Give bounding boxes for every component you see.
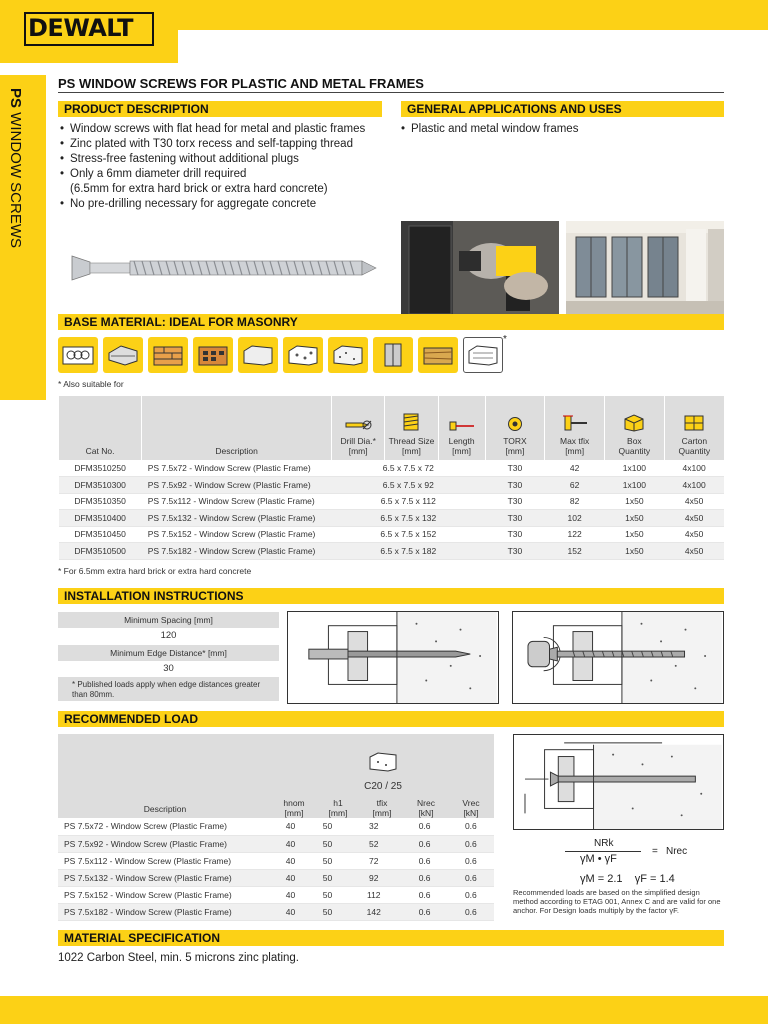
concrete-grade: C20 / 25 [364, 781, 402, 792]
drill-bit-icon [344, 418, 372, 432]
pd-bullet: • Only a 6mm diameter drill required (6.5mm for extra hard brick or extra hard concrete) [60, 167, 390, 197]
tfix-cell: 122 [545, 526, 605, 543]
h1-cell: 50 [309, 818, 346, 835]
cat-no-cell: DFM3510400 [59, 510, 142, 527]
vrec-cell: 0.6 [448, 835, 494, 852]
load-description-cell: PS 7.5x152 - Window Screw (Plastic Frame) [58, 886, 272, 903]
load-description-cell: PS 7.5x132 - Window Screw (Plastic Frame) [58, 869, 272, 886]
description-cell: PS 7.5x132 - Window Screw (Plastic Frame) [142, 510, 332, 527]
torx-cell: T30 [485, 493, 545, 510]
size-cell: 6.5 x 7.5 x 112 [332, 493, 486, 510]
box-qty-cell: 1x50 [605, 493, 665, 510]
min-spacing-value: 120 [160, 630, 177, 641]
table-row [59, 493, 725, 510]
col-torx: TORX [mm] [485, 396, 545, 460]
concrete-block-icon [368, 751, 398, 773]
carton-icon [683, 412, 705, 432]
tfix-cell: 142 [346, 903, 401, 920]
h1-cell: 50 [309, 886, 346, 903]
tfix-cell: 42 [545, 460, 605, 477]
formula-equals: = [652, 846, 658, 857]
col-load-description: Description [58, 734, 272, 818]
col-thread-size: Thread Size [mm] [385, 396, 438, 460]
formula-numerator: NRk [594, 838, 614, 849]
hnom-cell: 40 [272, 903, 309, 920]
torx-cell: T30 [485, 543, 545, 560]
natural-stone-icon [463, 337, 503, 373]
also-suitable-note: * Also suitable for [58, 379, 124, 389]
table-row [58, 886, 494, 903]
base-material-heading: BASE MATERIAL: IDEAL FOR MASONRY [58, 314, 724, 330]
h1-cell: 50 [309, 869, 346, 886]
tfix-cell: 112 [346, 886, 401, 903]
hollow-brick-icon [58, 337, 98, 373]
drilling-diagram [287, 611, 499, 704]
title-divider [58, 92, 724, 93]
load-description-cell: PS 7.5x182 - Window Screw (Plastic Frame) [58, 903, 272, 920]
h1-cell: 50 [309, 835, 346, 852]
description-cell: PS 7.5x92 - Window Screw (Plastic Frame) [142, 477, 332, 494]
col-nrec: Nrec [kN] [417, 798, 435, 818]
load-description-cell: PS 7.5x112 - Window Screw (Plastic Frame) [58, 852, 272, 869]
base-material-icons [58, 337, 503, 373]
general-applications-heading: GENERAL APPLICATIONS AND USES [401, 101, 724, 117]
timber-icon [418, 337, 458, 373]
min-edge-label: Minimum Edge Distance* [mm] [58, 645, 279, 661]
torx-icon [507, 416, 523, 432]
tfix-cell: 32 [346, 818, 401, 835]
nrec-cell: 0.6 [402, 835, 448, 852]
description-cell: PS 7.5x72 - Window Screw (Plastic Frame) [142, 460, 332, 477]
size-cell: 6.5 x 7.5 x 132 [332, 510, 486, 527]
box-icon [623, 412, 645, 432]
table-row [58, 869, 494, 886]
tfix-cell: 82 [545, 493, 605, 510]
page-title: PS WINDOW SCREWS FOR PLASTIC AND METAL FRAMES [58, 76, 424, 91]
material-spec-heading: MATERIAL SPECIFICATION [58, 930, 724, 946]
screw-illustration [70, 250, 380, 286]
footer-band [0, 996, 768, 1024]
general-applications-list [401, 122, 721, 137]
nrec-cell: 0.6 [402, 886, 448, 903]
table-row [59, 477, 725, 494]
pd-bullet: • Zinc plated with T30 torx recess and self-tapping thread [60, 137, 390, 152]
cat-no-cell: DFM3510250 [59, 460, 142, 477]
table-row [59, 510, 725, 527]
hnom-cell: 40 [272, 869, 309, 886]
side-tab-label: PS WINDOW SCREWS [7, 88, 24, 249]
tfix-cell: 72 [346, 852, 401, 869]
size-cell: 6.5 x 7.5 x 152 [332, 526, 486, 543]
pd-bullet: • Window screws with flat head for metal and plastic frames [60, 122, 390, 137]
col-h1: h1 [mm] [328, 798, 348, 818]
description-cell: PS 7.5x152 - Window Screw (Plastic Frame) [142, 526, 332, 543]
size-cell: 6.5 x 7.5 x 182 [332, 543, 486, 560]
size-cell: 6.5 x 7.5 x 92 [332, 477, 486, 494]
col-cat-no: Cat No. [59, 396, 142, 460]
hnom-cell: 40 [272, 852, 309, 869]
product-description-list [60, 122, 390, 212]
tfix-cell: 152 [545, 543, 605, 560]
product-description-heading: PRODUCT DESCRIPTION [58, 101, 382, 117]
nrec-cell: 0.6 [402, 818, 448, 835]
length-icon [448, 418, 476, 432]
pd-bullet: • Stress-free fastening without additional plugs [60, 152, 390, 167]
col-drill-dia: Drill Dia.* [mm] [332, 396, 385, 460]
cat-no-cell: DFM3510350 [59, 493, 142, 510]
hnom-cell: 40 [272, 886, 309, 903]
formula-factors: γM = 2.1 γF = 1.4 [580, 873, 675, 885]
col-description: Description [142, 396, 332, 460]
table-row [59, 460, 725, 477]
cat-no-cell: DFM3510500 [59, 543, 142, 560]
description-cell: PS 7.5x182 - Window Screw (Plastic Frame) [142, 543, 332, 560]
table-row [58, 852, 494, 869]
product-table [58, 396, 724, 560]
max-tfix-icon [561, 414, 589, 432]
dewalt-logo: DEWALT [28, 14, 133, 42]
cat-no-cell: DFM3510300 [59, 477, 142, 494]
vrec-cell: 0.6 [448, 852, 494, 869]
aerated-concrete-icon [283, 337, 323, 373]
logo-block [0, 0, 178, 63]
hollow-block-icon [193, 337, 233, 373]
load-table [58, 734, 494, 921]
nrec-cell: 0.6 [402, 903, 448, 920]
thread-icon [401, 412, 421, 432]
perforated-brick-icon [103, 337, 143, 373]
load-values-header [272, 734, 494, 818]
torx-cell: T30 [485, 526, 545, 543]
carton-qty-cell: 4x100 [664, 477, 724, 494]
drill-footnote: * For 6.5mm extra hard brick or extra hard concrete [58, 566, 252, 576]
hnom-cell: 40 [272, 818, 309, 835]
col-carton-qty: Carton Quantity [664, 396, 724, 460]
vrec-cell: 0.6 [448, 886, 494, 903]
solid-brick-icon [148, 337, 188, 373]
min-edge-value: 30 [163, 663, 174, 674]
formula-denominator: γM • γF [580, 853, 617, 865]
formula-fraction-line [565, 851, 641, 852]
vrec-cell: 0.6 [448, 818, 494, 835]
col-tfix: tfix [mm] [372, 798, 392, 818]
formula-nrec: Nrec [666, 846, 688, 857]
pd-bullet: • No pre-drilling necessary for aggregate concrete [60, 197, 390, 212]
tfix-cell: 102 [545, 510, 605, 527]
size-cell: 6.5 x 7.5 x 72 [332, 460, 486, 477]
col-box-qty: Box Quantity [605, 396, 665, 460]
ga-bullet: • Plastic and metal window frames [401, 122, 721, 137]
table-row [59, 526, 725, 543]
min-spacing-label: Minimum Spacing [mm] [58, 612, 279, 628]
screwing-diagram [512, 611, 724, 704]
carton-qty-cell: 4x50 [664, 493, 724, 510]
torx-cell: T30 [485, 477, 545, 494]
table-row [58, 818, 494, 835]
load-description-cell: PS 7.5x92 - Window Screw (Plastic Frame) [58, 835, 272, 852]
edge-distance-note: * Published loads apply when edge distances greater than 80mm. [58, 677, 279, 701]
box-qty-cell: 1x100 [605, 477, 665, 494]
box-qty-cell: 1x50 [605, 526, 665, 543]
description-cell: PS 7.5x112 - Window Screw (Plastic Frame) [142, 493, 332, 510]
nrec-cell: 0.6 [402, 869, 448, 886]
tfix-cell: 92 [346, 869, 401, 886]
box-qty-cell: 1x100 [605, 460, 665, 477]
col-length: Length [mm] [438, 396, 485, 460]
carton-qty-cell: 4x50 [664, 526, 724, 543]
load-diagram [513, 734, 724, 830]
torx-cell: T30 [485, 460, 545, 477]
recommended-load-heading: RECOMMENDED LOAD [58, 711, 724, 727]
installation-heading: INSTALLATION INSTRUCTIONS [58, 588, 724, 604]
recommended-load-note: Recommended loads are based on the simplified design method according to ETAG 001, Annex C and are valid for one anchor. For Design loads multiply by the factor γF. [513, 888, 721, 915]
material-spec-text: 1022 Carbon Steel, min. 5 microns zinc plating. [58, 952, 299, 964]
cat-no-cell: DFM3510450 [59, 526, 142, 543]
carton-qty-cell: 4x50 [664, 543, 724, 560]
table-row [58, 903, 494, 920]
col-max-tfix: Max tfix [mm] [545, 396, 605, 460]
load-description-cell: PS 7.5x72 - Window Screw (Plastic Frame) [58, 818, 272, 835]
torx-cell: T30 [485, 510, 545, 527]
lightweight-block-icon [238, 337, 278, 373]
drill-photo [401, 221, 559, 318]
col-vrec: Vrec [kN] [462, 798, 480, 818]
table-row [58, 835, 494, 852]
vrec-cell: 0.6 [448, 869, 494, 886]
tfix-cell: 62 [545, 477, 605, 494]
carton-qty-cell: 4x100 [664, 460, 724, 477]
concrete-icon [328, 337, 368, 373]
wood-post-icon [373, 337, 413, 373]
vrec-cell: 0.6 [448, 903, 494, 920]
tfix-cell: 52 [346, 835, 401, 852]
also-suitable-marker: * [503, 334, 507, 345]
window-building-photo [566, 221, 724, 318]
hnom-cell: 40 [272, 835, 309, 852]
col-hnom: hnom [mm] [283, 798, 305, 818]
box-qty-cell: 1x50 [605, 543, 665, 560]
nrec-cell: 0.6 [402, 852, 448, 869]
h1-cell: 50 [309, 852, 346, 869]
box-qty-cell: 1x50 [605, 510, 665, 527]
carton-qty-cell: 4x50 [664, 510, 724, 527]
h1-cell: 50 [309, 903, 346, 920]
table-row [59, 543, 725, 560]
